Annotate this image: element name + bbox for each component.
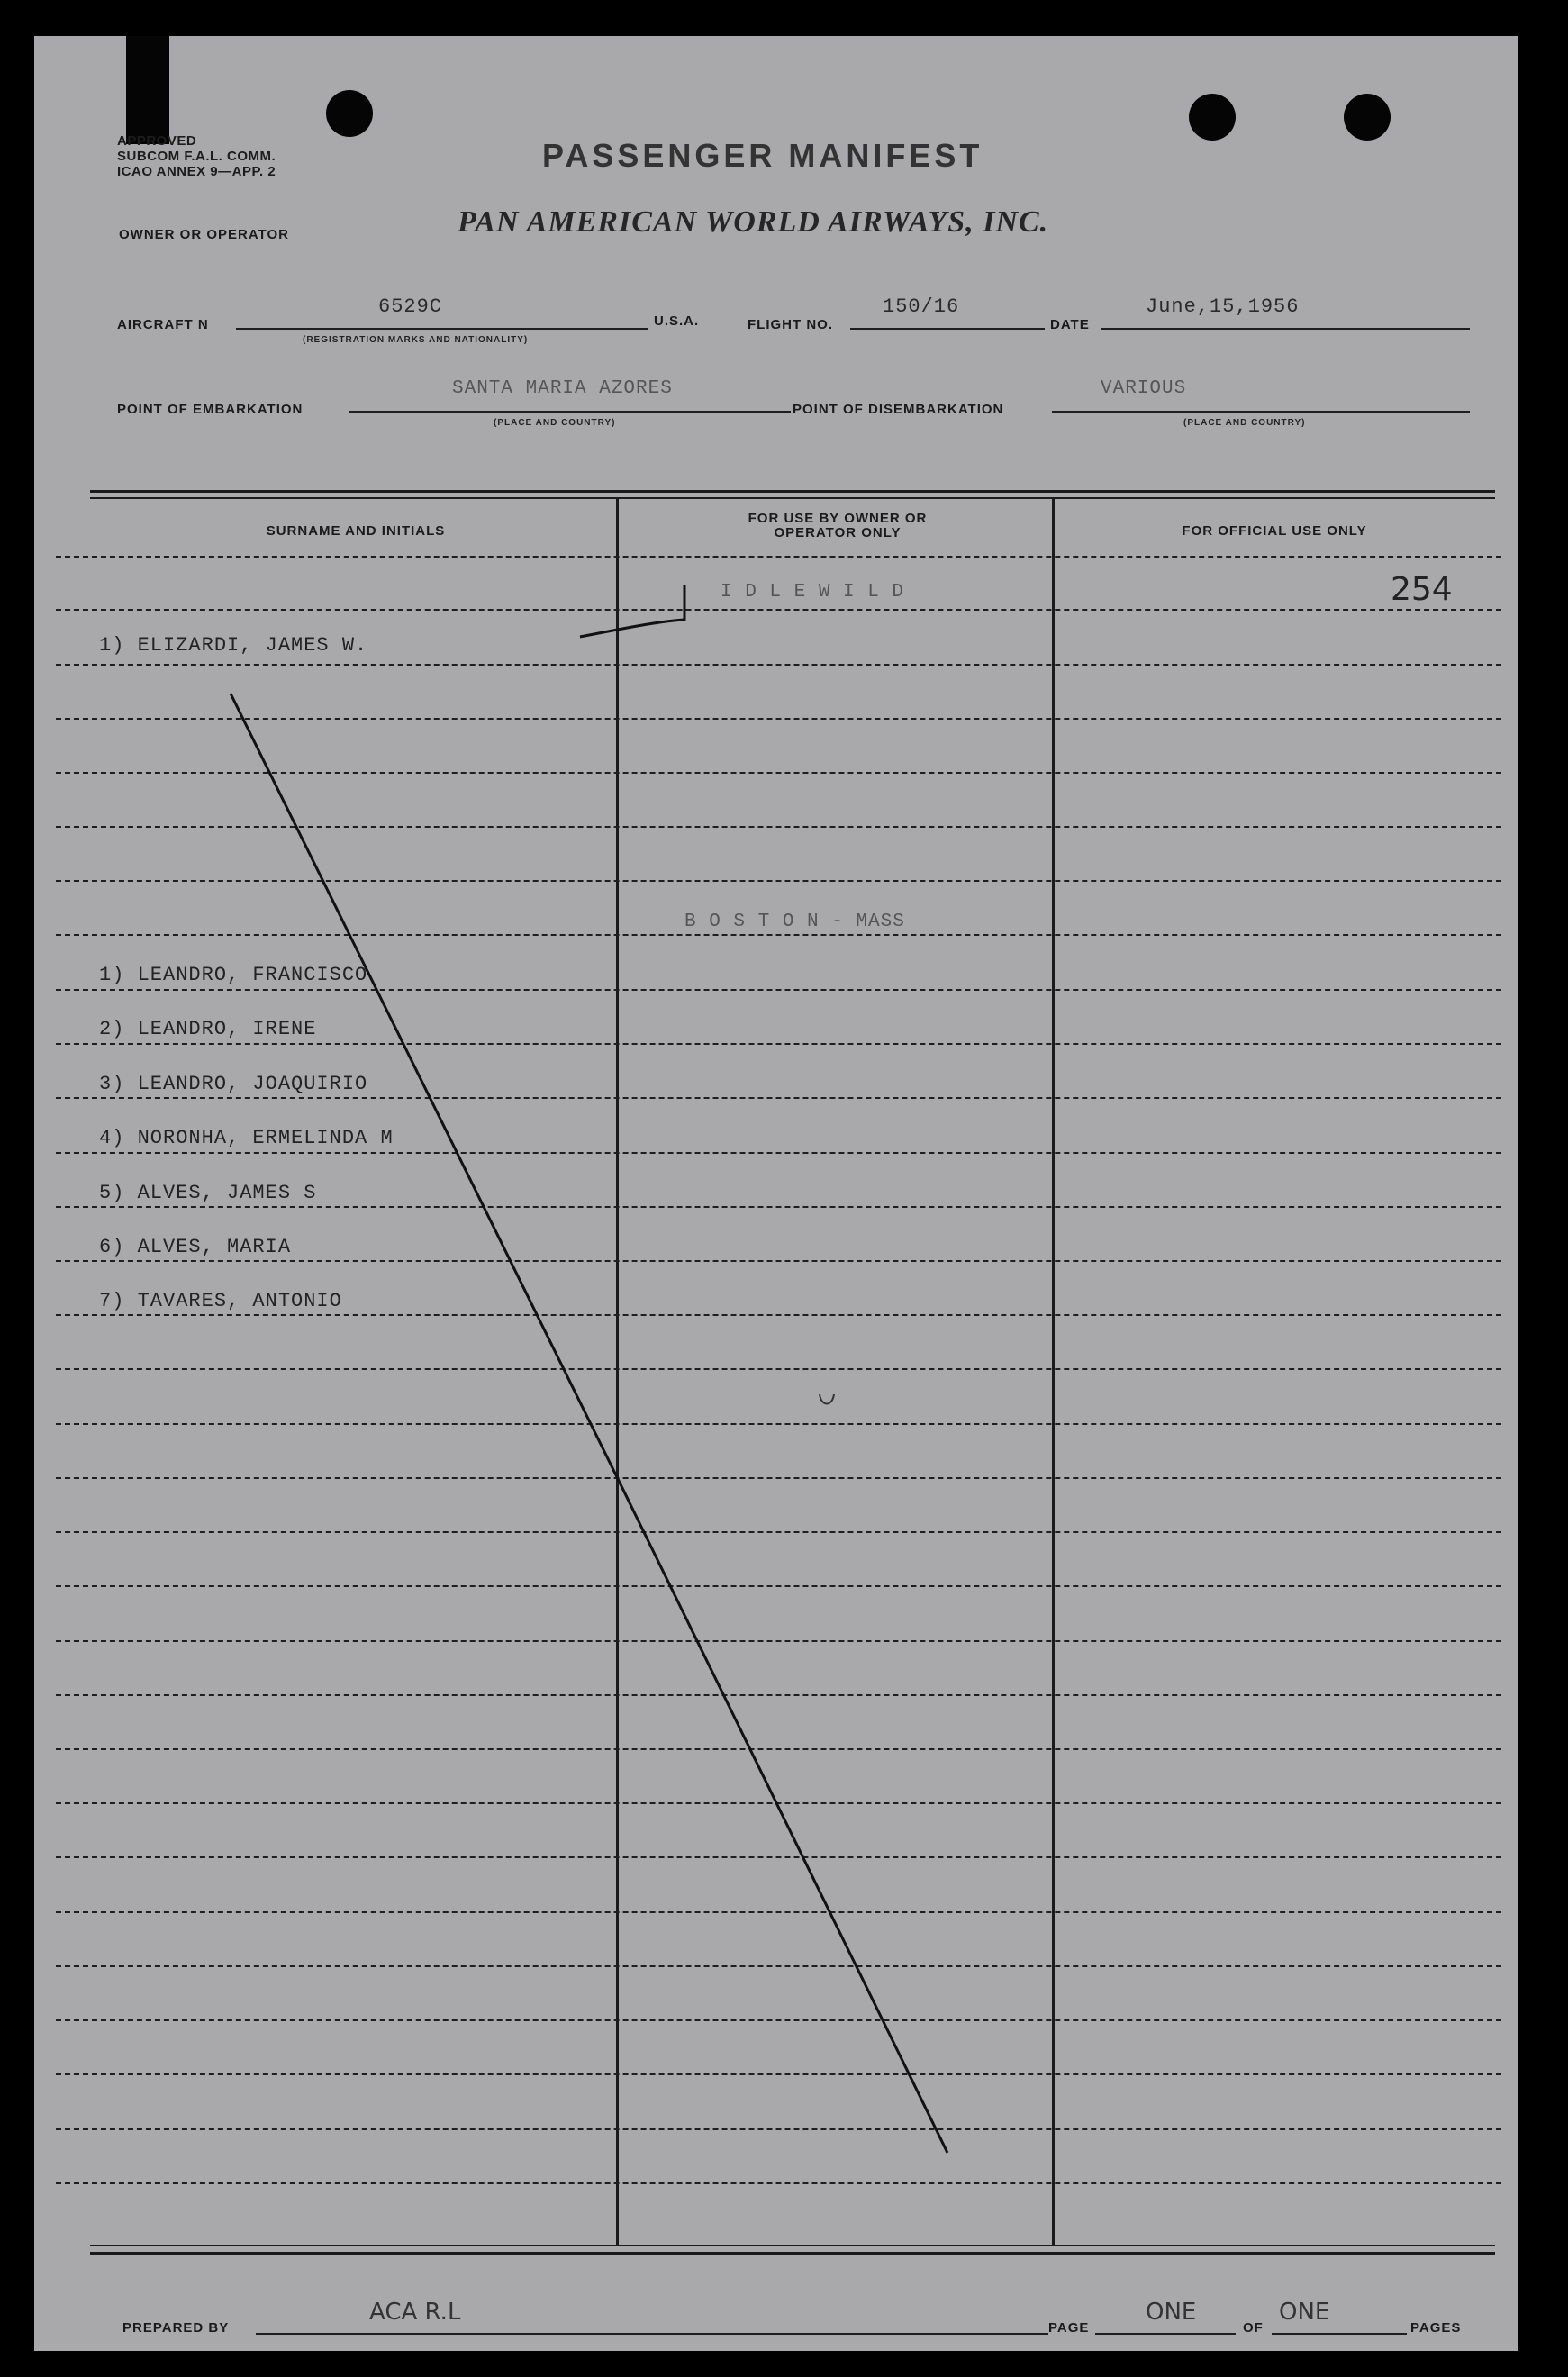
flight-label: FLIGHT NO. [748,317,833,332]
passenger-row: 1) ELIZARDI, JAMES W. [99,634,368,657]
nationality: U.S.A. [654,313,700,329]
passenger-row: 2) LEANDRO, IRENE [99,1018,317,1040]
small-check-mark [820,1394,834,1404]
column-header-official: FOR OFFICIAL USE ONLY [1182,523,1367,539]
owner-value: PAN AMERICAN WORLD AIRWAYS, INC. [458,205,1049,239]
passenger-row: 5) ALVES, JAMES S [99,1182,317,1204]
disembark-value: VARIOUS [1101,378,1187,399]
approval-line: SUBCOM F.A.L. COMM. [117,149,276,164]
column-header-surname: SURNAME AND INITIALS [266,523,446,539]
flight-value: 150/16 [883,295,960,318]
passenger-row: 4) NORONHA, ERMELINDA M [99,1127,394,1149]
disembark-sublabel: (PLACE AND COUNTRY) [1183,418,1306,428]
page-value: ONE [1146,2299,1197,2326]
page-label: PAGE [1048,2320,1090,2336]
embark-value: SANTA MARIA AZORES [452,378,673,399]
date-value: June,15,1956 [1146,295,1300,318]
of-label: OF [1243,2320,1264,2336]
pages-label: PAGES [1410,2320,1462,2336]
date-label: DATE [1050,317,1090,332]
aircraft-sublabel: (REGISTRATION MARKS AND NATIONALITY) [303,335,529,345]
diagonal-strike-line [231,694,947,2153]
destination-label: B O S T O N - MASS [684,912,905,932]
of-value: ONE [1279,2299,1330,2326]
column-header-owner-use: FOR USE BY OWNER OR OPERATOR ONLY [748,511,928,540]
approval-line: ICAO ANNEX 9—APP. 2 [117,164,276,179]
destination-label: I D L E W I L D [721,582,905,603]
official-note: 254 [1391,571,1453,608]
bracket-mark [580,585,684,637]
page-title: PASSENGER MANIFEST [542,137,983,174]
passenger-row: 6) ALVES, MARIA [99,1236,292,1258]
aircraft-label: AIRCRAFT N [117,317,209,332]
prepared-label: PREPARED BY [122,2320,230,2336]
disembark-label: POINT OF DISEMBARKATION [793,402,1004,417]
owner-label: OWNER OR OPERATOR [119,227,289,242]
prepared-line [256,2333,1048,2335]
passenger-row: 7) TAVARES, ANTONIO [99,1290,342,1312]
prepared-value: ACA R.L [369,2299,461,2326]
approval-line: APPROVED [117,133,197,149]
passenger-row: 3) LEANDRO, JOAQUIRIO [99,1073,368,1095]
embark-sublabel: (PLACE AND COUNTRY) [494,418,616,428]
aircraft-value: 6529C [378,295,443,318]
of-line [1272,2333,1407,2335]
embark-label: POINT OF EMBARKATION [117,402,304,417]
page-line [1095,2333,1236,2335]
passenger-row: 1) LEANDRO, FRANCISCO [99,964,368,986]
